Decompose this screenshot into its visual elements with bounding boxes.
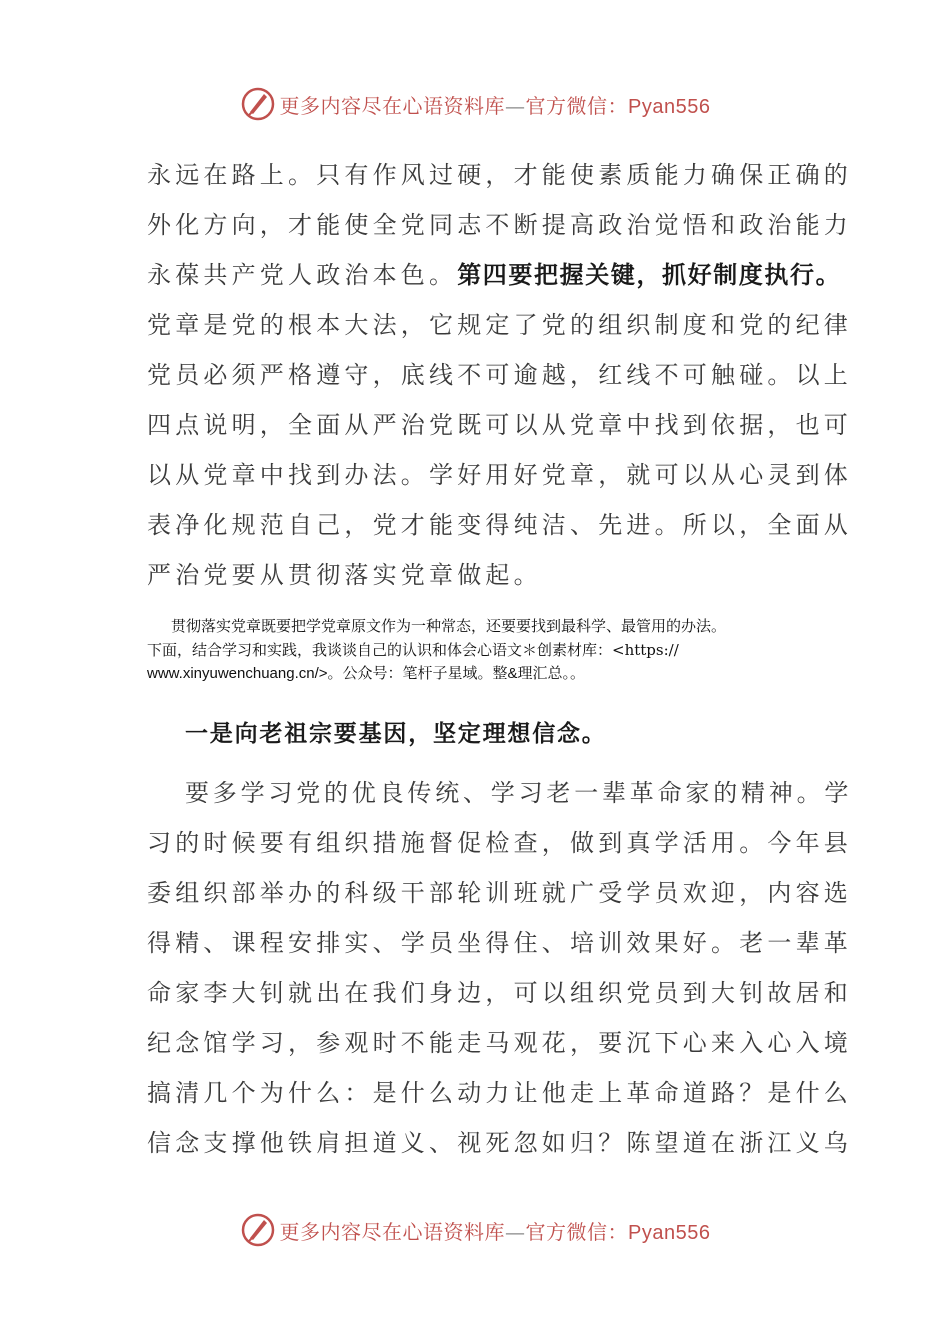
- header-banner: [0, 84, 950, 124]
- text-line: 外化方向，才能使全党同志不断提高政治觉悟和政治能力: [147, 211, 852, 239]
- small-paragraph: [147, 614, 827, 686]
- text-line: 永远在路上。只有作风过硬，才能使素质能力确保正确的: [147, 161, 852, 189]
- text-line: 表净化规范自己，党才能变得纯洁、先进。所以，全面从: [147, 511, 852, 539]
- text-line: 命家李大钊就出在我们身边，可以组织党员到大钊故居和: [147, 979, 852, 1007]
- text-line: 严治党要从贯彻落实党章做起。: [147, 561, 542, 589]
- document-body: [147, 150, 853, 1168]
- text-line: 以从党章中找到办法。学好用好党章，就可以从心灵到体: [147, 461, 852, 489]
- text-line: 习的时候要有组织措施督促检查，做到真学活用。今年县: [147, 829, 852, 857]
- paragraph-2: [147, 768, 853, 1168]
- text-line: 党章是党的根本大法，它规定了党的组织制度和党的纪律: [147, 311, 852, 339]
- text-line: 纪念馆学习，参观时不能走马观花，要沉下心来入心入境: [147, 1029, 852, 1057]
- text-line: 四点说明，全面从严治党既可以从党章中找到依据，也可: [147, 411, 852, 439]
- text-line: 永葆共产党人政治本色。第四要把握关键，抓好制度执行。: [147, 260, 842, 289]
- quill-logo-icon: [240, 1212, 276, 1248]
- text-line: 要多学习党的优良传统、学习老一辈革命家的精神。学: [185, 779, 853, 807]
- small-line: 贯彻落实党章既要把学党章原文作为一种常态，还要要找到最科学、最管用的办法。: [171, 617, 727, 635]
- small-line: www.xinyuwenchuang.cn/>。公众号：笔杆子星域。整&理汇总。。: [147, 665, 586, 682]
- text-line: 信念支撑他铁肩担道义、视死忽如归？陈望道在浙江义乌: [147, 1129, 852, 1157]
- banner-text: 更多内容尽在心语资料库—官方微信：Pyan556: [279, 93, 711, 118]
- quill-logo-icon: [240, 86, 276, 122]
- section-heading: 一是向老祖宗要基因，坚定理想信念。: [185, 720, 607, 747]
- text-line: 搞清几个为什么：是什么动力让他走上革命道路？是什么: [147, 1079, 852, 1107]
- text-line: 委组织部举办的科级干部轮训班就广受学员欢迎，内容选: [147, 879, 852, 907]
- bold-phrase: 第四要把握关键，抓好制度执行。: [457, 260, 842, 289]
- text-line: 得精、课程安排实、学员坐得住、培训效果好。老一辈革: [147, 929, 852, 957]
- small-line: 下面，结合学习和实践，我谈谈自己的认识和体会心语文＊创素材库：<https://: [147, 641, 679, 659]
- footer-banner: [0, 1210, 950, 1250]
- text-line: 党员必须严格遵守，底线不可逾越，红线不可触碰。以上: [147, 361, 852, 389]
- banner-text: 更多内容尽在心语资料库—官方微信：Pyan556: [279, 1219, 711, 1244]
- paragraph-1: [147, 150, 852, 600]
